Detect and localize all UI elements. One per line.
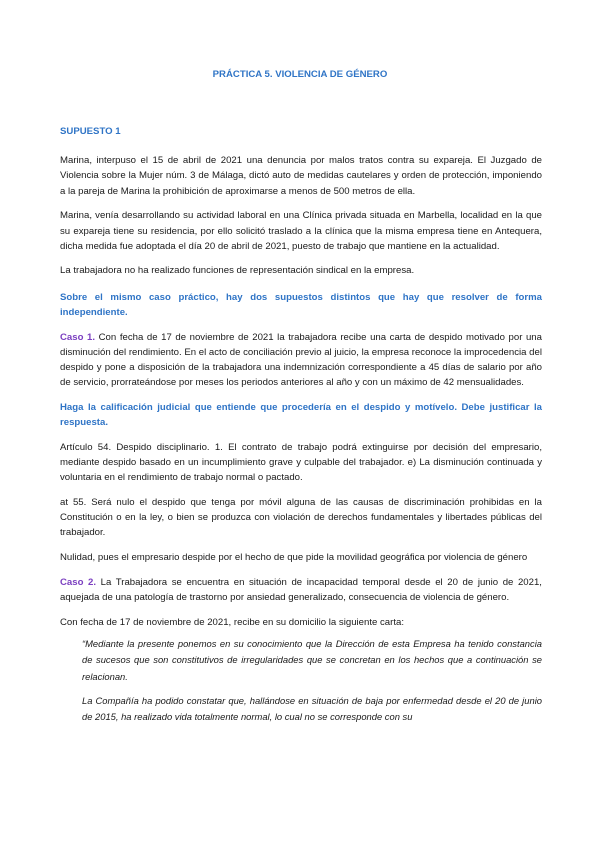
answer-paragraph-3: Nulidad, pues el empresario despide por el hecho de que pide la movilidad geográfica por violencia de género — [60, 551, 528, 563]
instruction-1: Sobre el mismo caso práctico, hay dos supuestos distintos que hay que resolver de forma independiente. — [60, 291, 542, 318]
answer-paragraph-1: Artículo 54. Despido disciplinario. 1. El contrato de trabajo podrá extinguirse por decisión del empresario, mediante despido basado en un incumplimiento grave y culpable del trabajador. e) La disminución continuada y voluntaria en el rendimiento de trabajo normal o pactado. — [60, 441, 542, 484]
caso1-text: Con fecha de 17 de noviembre de 2021 la trabajadora recibe una carta de despido motivado por una disminución del rendimiento. En el acto de conciliación previo al juicio, la empresa reconoce la improcedencia del despido y pone a disposición de la trabajadora una indemnización correspondiente a 45 días de salario por año de servicio, prorrateándose por meses los periodos anteriores al año y con un máximo de 42 mensualidades. — [60, 331, 542, 389]
letter-quote-1: “Mediante la presente ponemos en su conocimiento que la Dirección de esta Empresa ha tenido constancia de sucesos que son constitutivos de irregularidades que se concretan en los hechos que a continuación se relacionan. — [82, 637, 542, 682]
intro-paragraph-1: Marina, interpuso el 15 de abril de 2021 una denuncia por malos tratos contra su expareja. El Juzgado de Violencia sobre la Mujer núm. 3 de Málaga, dictó auto de medidas cautelares y orden de protección, imponiendo a la pareja de Marina la prohibición de aproximarse a menos de 500 metros de ella. — [60, 155, 542, 197]
caso1-label: Caso 1. — [60, 331, 96, 343]
document-body — [60, 124, 542, 734]
caso2-text: La Trabajadora se encuentra en situación de incapacidad temporal desde el 20 de junio de 2021, aquejada de una patología de trastorno por ansiedad generalizado, consecuencia de violencia de género. — [60, 576, 542, 603]
letter-intro: Con fecha de 17 de noviembre de 2021, recibe en su domicilio la siguiente carta: — [60, 616, 404, 628]
caso2-paragraph — [60, 575, 542, 605]
answer-paragraph-2: at 55. Será nulo el despido que tenga por móvil alguna de las causas de discriminación prohibidas en la Constitución o en la ley, o bien se produzca con violación de derechos fundamentales y libertades públicas del trabajador. — [60, 496, 542, 539]
page-title: PRÁCTICA 5. VIOLENCIA DE GÉNERO — [212, 69, 388, 80]
caso2-label: Caso 2. — [60, 576, 97, 588]
caso1-paragraph — [60, 330, 542, 391]
supuesto-heading: SUPUESTO 1 — [60, 126, 121, 137]
intro-paragraph-3: La trabajadora no ha realizado funciones de representación sindical en la empresa. — [60, 265, 415, 277]
intro-paragraph-2: Marina, venía desarrollando su actividad laboral en una Clínica privada situada en Marbella, localidad en la que su expareja tiene su residencia, por ello solicitó traslado a la clínica que la misma empresa tiene en Antequera, dicha medida fue adoptada el día 20 de abril de 2021, puesto de trabajo que mantiene en la actualidad. — [60, 210, 542, 252]
instruction-2: Haga la calificación judicial que entiende que procedería en el despido y motívelo. Debe justificar la respuesta. — [60, 401, 542, 429]
letter-quote-2: La Compañía ha podido constatar que, hallándose en situación de baja por enfermedad desde el 20 de junio de 2015, ha realizado vida totalmente normal, lo cual no se corresponde con su — [82, 695, 542, 723]
